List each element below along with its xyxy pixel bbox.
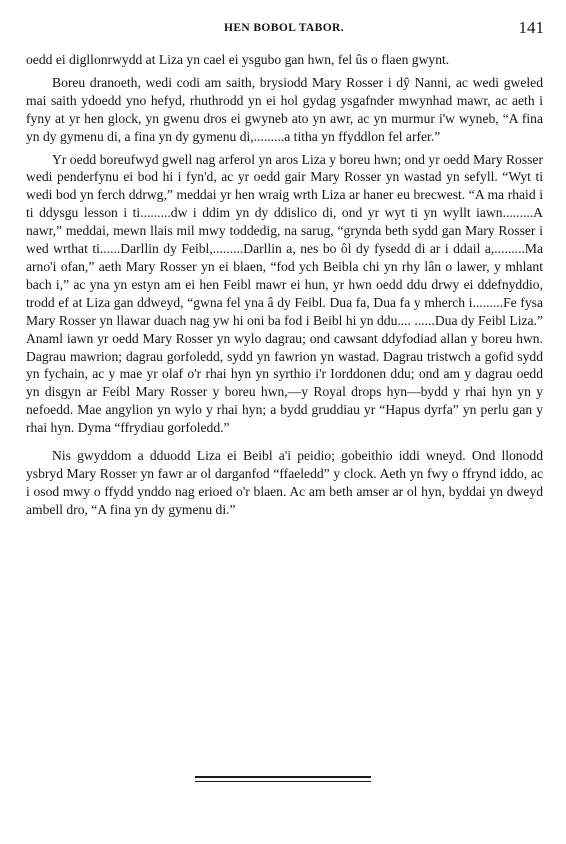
paragraph-morning: Boreu dranoeth, wedi codi am saith, brysiodd Mary Rosser i dŷ Nanni, ac wedi gweled mai saith ydoedd yno hefyd, rhuthrodd yn ei hol gydag ysgafnder mwynhad mawr, ac aeth i fyny at yr hen glock, yn gwenu dros ei gwyneb ato yn awr, ac yn murmur i'w wyneb, “A fina yn dy gymenu di, a fina yn dy gymenu di,.........a titha yn ffyddlon fel arfer.” xyxy=(26,74,543,144)
paragraph-breakfast: Yr oedd boreufwyd gwell nag arferol yn aros Liza y boreu hwn; ond yr oedd Mary Rosser wedi penderfynu ei bod hi i fyn'd, ac yr oedd gair Mary Rosser yn wastad yn sefyll. “Wyt ti wedi bod yn ferch ddrwg,” meddai yr hen wraig wrth Liza ar haner eu brecwest. “A ma rhaid i ti ddysgu lesson i ti.........dw i ddim yn dy ddislico di, ond yr wyt ti yn wyllt iawn.........A nawr,” meddai, mewn llais mil mwy toddedig, na sarug, “grynda beth sydd gan Mary Rosser i wed wrthat ti......Darllin dy Feibl,.........Darllin a, nes bo ôl dy fysedd di ar i ddail a,.........Ma arno'i ofan,” aeth Mary Rosser yn ei blaen, “fod ych Beibla chi yn rhy lân o lawer, y mhlant bach i,” ac yna yn estyn am ei hen Feibl mawr ei hun, yr hwn oedd ddu drwy ei ddefnyddio, trodd ef at Liza gan ddweyd, “gwna fel yna â dy Feibl. Dua fa, Dua fa y mherch i.........Fe fysa Mary Rosser yn llawar duach nag yw hi oni ba fod i Beibl hi yn ddu.... ......Dua dy Feibl Liza.” Anaml iawn yr oedd Mary Rosser yn wylo dagrau; ond cawsant ddyfodiad allan y boreu hwn. Dagrau mawrion; dagrau gorfoledd, sydd yn fawrion yn wastad. Dagrau tristwch a gofid sydd yn fychain, ac y mae yr olaf o'r rhai hyn yn syrthio i'r Iorddonen ddu; ond am y dagrau oedd yn disgyn ar Feibl Mary Rosser y boreu hwn,—y Royal drops hyn—bydd y rhai hyn yn y nefoedd. Mae angylion yn wylo y rhai hyn; a bydd gruddiau yr “Hapus dyrfa” yn perlu gan y rhai hyn. Dyma “ffrydiau gorfoledd.” xyxy=(26,151,543,436)
paragraph-conclusion: Nis gwyddom a dduodd Liza ei Beibl a'i peidio; gobeithio iddi wneyd. Ond llonodd ysbryd Mary Rosser yn fawr ar ol darganfod “ffaeledd” y clock. Aeth yn fwy o ffrynd iddo, ac i osod mwy o ffydd ynddo nag erioed o'r blaen. Ac am beth amser ar ol hyn, byddai yn dweyd ambell dro, “A fina yn dy gymenu di.” xyxy=(26,448,543,517)
running-head xyxy=(24,18,544,38)
rule-thick xyxy=(195,776,371,778)
page-number: 141 xyxy=(518,18,544,37)
rule-thin xyxy=(195,781,371,782)
section-end-rule xyxy=(195,776,371,782)
body-text xyxy=(26,51,543,519)
paragraph-continuation: oedd ei digllonrwydd at Liza yn cael ei ysgubo gan hwn, fel ûs o flaen gwynt. xyxy=(26,52,450,67)
running-title: HEN BOBOL TABOR. xyxy=(223,22,345,34)
